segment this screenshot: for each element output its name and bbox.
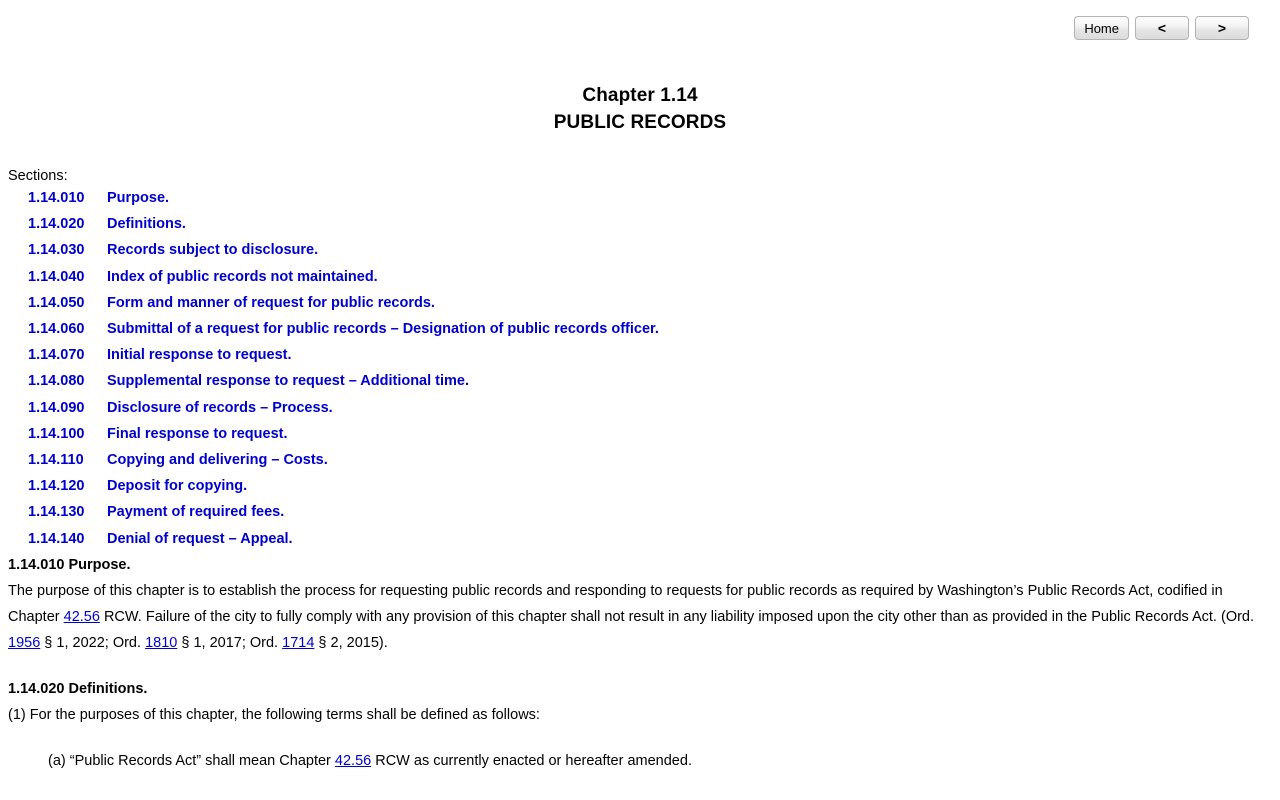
section-heading-010: 1.14.010 Purpose. <box>8 556 131 573</box>
toc-title-link[interactable]: Submittal of a request for public records – Designation of public records officer. <box>107 321 659 338</box>
chapter-name: PUBLIC RECORDS <box>553 111 727 133</box>
toc-number-link[interactable]: 1.14.110 <box>28 452 84 469</box>
section-010-text-4: § 1, 2017; Ord. <box>177 634 283 651</box>
toc-number-link[interactable]: 1.14.030 <box>28 242 85 259</box>
section-heading-020: 1.14.020 Definitions. <box>8 680 148 697</box>
section-010-paragraph <box>8 578 1272 656</box>
next-page-button[interactable]: > <box>1195 16 1249 40</box>
toc-title-link[interactable]: Records subject to disclosure. <box>107 242 319 259</box>
toc-item <box>8 447 1272 473</box>
section-010-text-3: § 1, 2022; Ord. <box>40 634 146 651</box>
toc-number-link[interactable]: 1.14.120 <box>28 478 85 495</box>
toc-item <box>8 526 1272 552</box>
toc-item <box>8 342 1272 368</box>
toc-title-link[interactable]: Deposit for copying. <box>107 478 248 495</box>
toc-item <box>8 185 1272 211</box>
section-020-item-a <box>8 728 1272 774</box>
section-020-item-a-text-1: (a) “Public Records Act” shall mean Chapter <box>48 752 335 769</box>
section-010-text-2: RCW. Failure of the city to fully comply with any provision of this chapter shall not result in any liability imposed upon the city other than as provided in the Public Records Act. (Ord. <box>99 608 1255 625</box>
toc-number-link[interactable]: 1.14.090 <box>28 399 85 416</box>
toc-title-link[interactable]: Index of public records not maintained. <box>107 268 378 285</box>
toc-number-link[interactable]: 1.14.080 <box>28 373 85 390</box>
previous-page-button[interactable]: < <box>1135 16 1189 40</box>
toc-item <box>8 499 1272 525</box>
chapter-number: Chapter 1.14 <box>582 85 698 106</box>
toc-title-link[interactable]: Form and manner of request for public records. <box>107 294 435 311</box>
toc-item <box>8 264 1272 290</box>
toc-title-link[interactable]: Payment of required fees. <box>107 504 285 521</box>
toc-number-link[interactable]: 1.14.040 <box>28 268 85 285</box>
sections-label: Sections: <box>8 168 68 184</box>
toc-title-link[interactable]: Initial response to request. <box>107 347 292 364</box>
toc-number-link[interactable]: 1.14.050 <box>28 294 85 311</box>
ordinance-1714-link[interactable]: 1714 <box>282 634 315 651</box>
toc-item <box>8 237 1272 263</box>
home-button[interactable]: Home <box>1074 16 1129 40</box>
toc-item <box>8 395 1272 421</box>
toc-number-link[interactable]: 1.14.130 <box>28 504 85 521</box>
toc-title-link[interactable]: Definitions. <box>107 216 186 233</box>
ordinance-1810-link[interactable]: 1810 <box>145 634 178 651</box>
toc-item <box>8 211 1272 237</box>
ordinance-1956-link[interactable]: 1956 <box>8 634 41 651</box>
toc-number-link[interactable]: 1.14.060 <box>28 321 85 338</box>
toc-number-link[interactable]: 1.14.140 <box>28 530 85 547</box>
toc-item <box>8 316 1272 342</box>
toc-number-link[interactable]: 1.14.010 <box>28 190 85 206</box>
section-010-text-1: The purpose of this chapter is to establish the process for requesting public records and responding to requests for public records as required by Washington’s Public Records Act, codified in Chapter <box>8 582 1223 625</box>
table-of-contents <box>8 185 1272 552</box>
toc-item <box>8 290 1272 316</box>
toc-title-link[interactable]: Final response to request. <box>107 425 288 442</box>
toc-number-link[interactable]: 1.14.020 <box>28 216 85 233</box>
section-010-text-5: § 2, 2015). <box>314 634 388 651</box>
rcw-42-56-link-2[interactable]: 42.56 <box>334 752 372 769</box>
toc-item <box>8 421 1272 447</box>
toc-title-link[interactable]: Disclosure of records – Process. <box>107 399 333 416</box>
section-020-item-a-text-2: RCW as currently enacted or hereafter amended. <box>371 752 692 769</box>
toc-number-link[interactable]: 1.14.100 <box>28 425 85 442</box>
toc-item <box>8 473 1272 499</box>
rcw-42-56-link[interactable]: 42.56 <box>63 608 100 625</box>
toc-number-link[interactable]: 1.14.070 <box>28 347 85 364</box>
toc-title-link[interactable]: Supplemental response to request – Additional time. <box>107 373 470 390</box>
toc-item <box>8 368 1272 394</box>
toc-title-link[interactable]: Purpose. <box>107 190 170 206</box>
page-title <box>8 0 1272 136</box>
toc-title-link[interactable]: Denial of request – Appeal. <box>107 530 293 547</box>
section-020-intro: (1) For the purposes of this chapter, the following terms shall be defined as follows: <box>8 706 540 723</box>
toc-title-link[interactable]: Copying and delivering – Costs. <box>107 452 328 469</box>
